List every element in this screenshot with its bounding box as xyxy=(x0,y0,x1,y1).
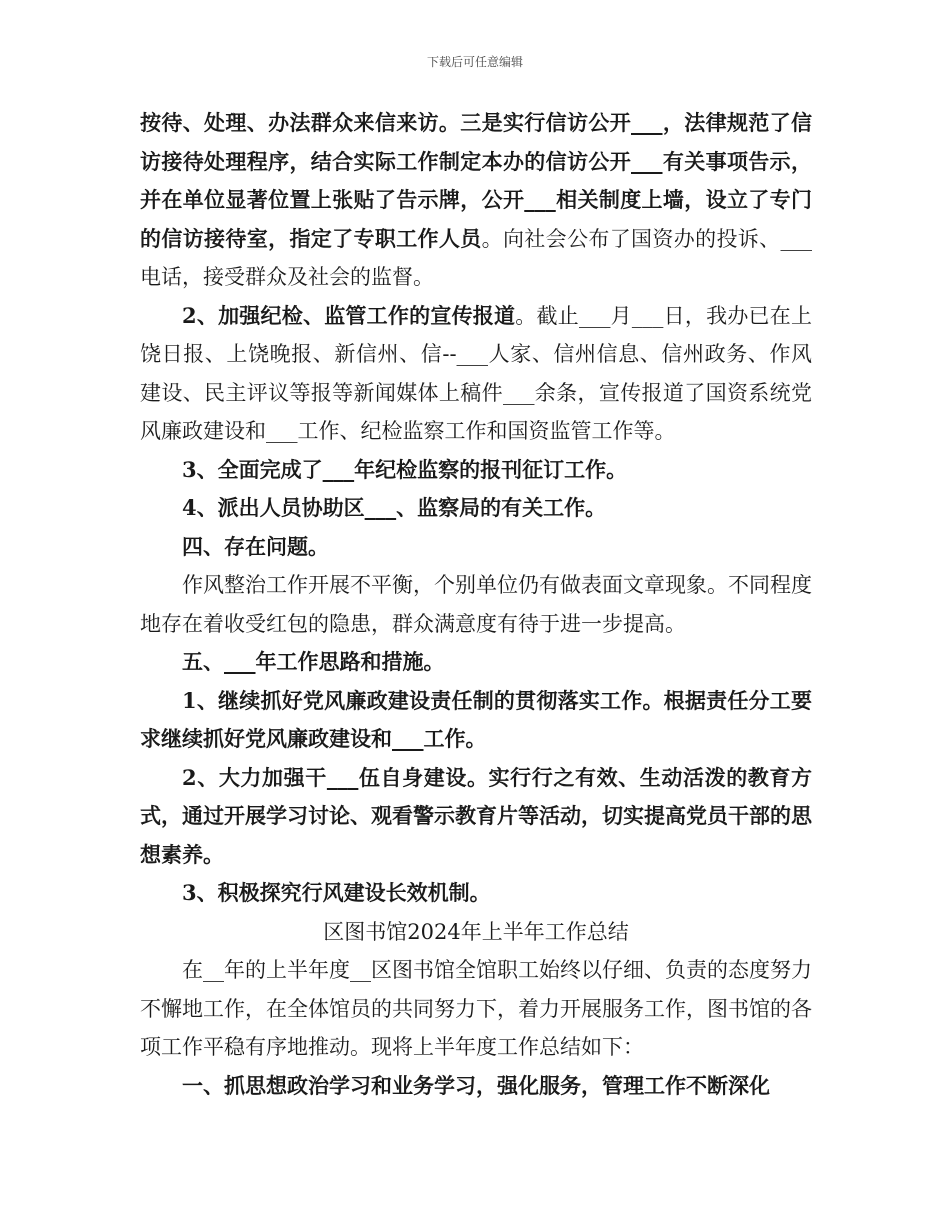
section-heading: 五、___年工作思路和措施。 xyxy=(182,649,445,674)
paragraph-bold: 2、加强纪检、监管工作的宣传报道 xyxy=(182,302,516,328)
paragraph: 作风整治工作开展不平衡，个别单位仍有做表面文章现象。不同程度地存在着收受红包的隐患，群众满意度有待于进一步提高。 xyxy=(140,573,812,636)
page-header: 下载后可任意编辑 xyxy=(426,55,523,69)
paragraph-text: 。截止___月___日，我办已在上饶日报、上饶晚报、新信州、信--___人家、信州信息、信州政务、作风建设、民主评议等报等新闻媒体上稿件___余条，宣传报道了国资系统党风廉政建设和___工作、纪检监察工作和国资监管工作等。 xyxy=(140,303,812,443)
document-body xyxy=(140,104,812,1105)
paragraph: 4、派出人员协助区___、监察局的有关工作。 xyxy=(182,495,607,520)
paragraph: 在__年的上半年度__区图书馆全馆职工始终以仔细、负责的态度努力不懈地工作，在全体馆员的共同努力下，着力开展服务工作，图书馆的各项工作平稳有序地推动。现将上半年度工作总结如下： xyxy=(140,958,812,1059)
paragraph: 3、全面完成了___年纪检监察的报刊征订工作。 xyxy=(182,456,628,482)
section-heading: 四、存在问题。 xyxy=(182,533,329,559)
paragraph: 2、大力加强干___伍自身建设。实行行之有效、生动活泼的教育方式，通过开展学习讨论、观看警示教育片等活动，切实提高党员干部的思想素养。 xyxy=(140,764,812,867)
paragraph: 1、继续抓好党风廉政建设责任制的贯彻落实工作。根据责任分工要求继续抓好党风廉政建设和___工作。 xyxy=(140,687,812,751)
document-title: 区图书馆2024年上半年工作总结 xyxy=(323,919,629,944)
paragraph xyxy=(140,104,812,297)
paragraph: 3、积极探究行风建设长效机制。 xyxy=(182,880,491,905)
paragraph xyxy=(140,297,812,451)
paragraph-bold: 按待、处理、办法群众来信来访。三是实行信访公开___，法律规范了信访接待处理程序，结合实际工作制定本办的信访公开___有关事项告示，并在单位显著位置上张贴了告示牌，公开___相关制度上墙，设立了专门的信访接待室，指定了专职工作人员 xyxy=(140,110,812,251)
paragraph-text: 。向社会公布了国资办的投诉、___电话，接受群众及社会的监督。 xyxy=(140,226,813,289)
section-heading: 一、抓思想政治学习和业务学习，强化服务，管理工作不断深化 xyxy=(182,1072,770,1098)
